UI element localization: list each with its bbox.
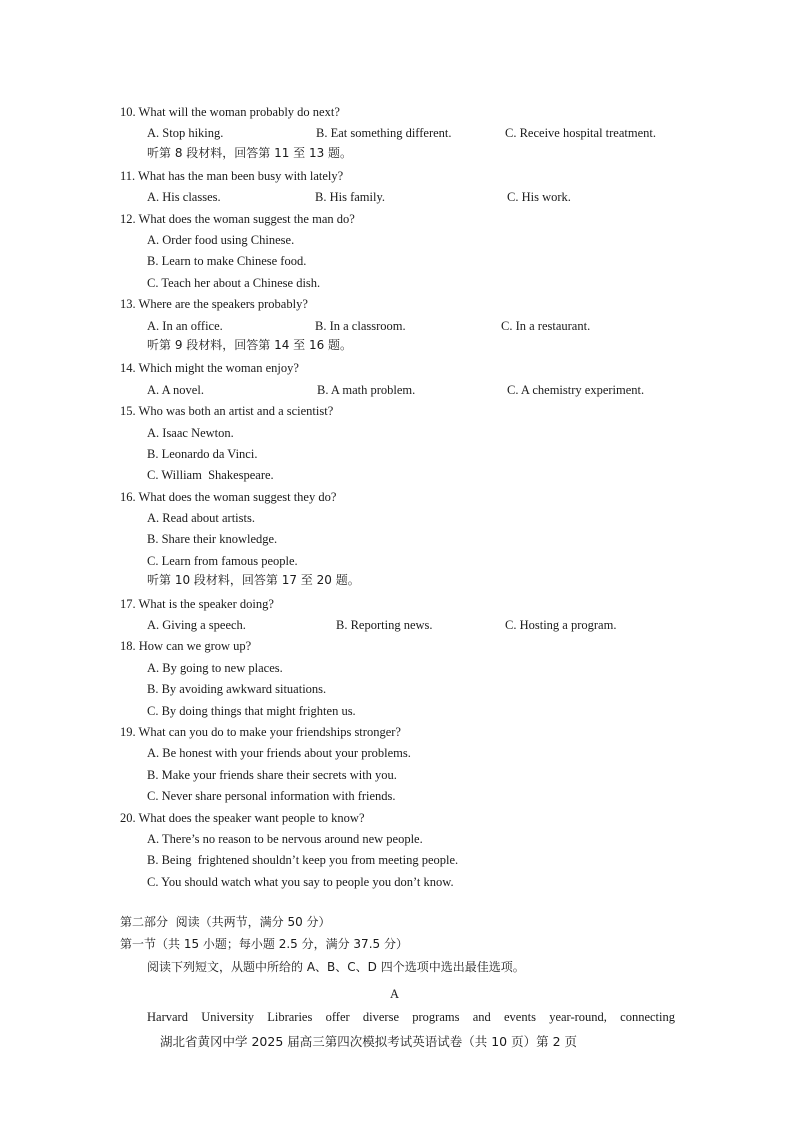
option-c: C. A chemistry experiment. (507, 383, 645, 397)
option-b: B. Reporting news. (336, 618, 433, 632)
question-stem: 13. Where are the speakers probably? (120, 297, 308, 311)
option-a: A. Giving a speech. (147, 618, 246, 632)
option-c: C. Learn from famous people. (147, 554, 298, 568)
question-stem: 10. What will the woman probably do next? (120, 105, 340, 119)
option-c: C. Receive hospital treatment. (505, 126, 656, 140)
option-a: A. Be honest with your friends about your problems. (147, 746, 411, 760)
option-b: B. Leonardo da Vinci. (147, 447, 258, 461)
option-b: B. His family. (315, 190, 386, 204)
option-c: C. You should watch what you say to people you don’t know. (147, 875, 454, 889)
option-b: B. Share their knowledge. (147, 532, 278, 546)
option-a: A. There’s no reason to be nervous around new people. (147, 832, 423, 846)
option-c: C. Teach her about a Chinese dish. (147, 276, 321, 290)
part-heading: 第二部分 阅读（共两节，满分 50 分） (120, 915, 331, 929)
section-instruction: 听第 8 段材料，回答第 11 至 13 题。 (147, 146, 353, 160)
option-a: A. Order food using Chinese. (147, 233, 295, 247)
option-b: B. Eat something different. (316, 126, 452, 140)
option-b: B. In a classroom. (315, 319, 406, 333)
option-a: A. In an office. (147, 319, 223, 333)
question-stem: 15. Who was both an artist and a scientist? (120, 404, 334, 418)
section-instruction: 听第 9 段材料，回答第 14 至 16 题。 (147, 338, 353, 352)
option-a: A. His classes. (147, 190, 221, 204)
section-heading: 第一节（共 15 小题；每小题 2.5 分，满分 37.5 分） (120, 937, 408, 951)
option-b: B. A math problem. (317, 383, 416, 397)
question-stem: 12. What does the woman suggest the man do? (120, 212, 355, 226)
passage-letter: A (390, 987, 400, 1001)
option-c: C. In a restaurant. (501, 319, 591, 333)
option-a: A. Isaac Newton. (147, 426, 234, 440)
question-stem: 14. Which might the woman enjoy? (120, 361, 299, 375)
option-b: B. By avoiding awkward situations. (147, 682, 327, 696)
question-stem: 17. What is the speaker doing? (120, 597, 274, 611)
option-b: B. Learn to make Chinese food. (147, 254, 307, 268)
option-c: C. William Shakespeare. (147, 468, 274, 482)
question-stem: 16. What does the woman suggest they do? (120, 490, 337, 504)
option-c: C. His work. (507, 190, 571, 204)
option-c: C. By doing things that might frighten us. (147, 704, 356, 718)
option-b: B. Make your friends share their secrets with you. (147, 768, 397, 782)
option-b: B. Being frightened shouldn’t keep you from meeting people. (147, 853, 459, 867)
passage-text: Harvard University Libraries offer diverse programs and events year-round, connecting (147, 1010, 675, 1024)
reading-instruction: 阅读下列短文，从题中所给的 A、B、C、D 四个选项中选出最佳选项。 (147, 960, 525, 974)
page-footer: 湖北省黄冈中学 2025 届高三第四次模拟考试英语试卷（共 10 页）第 2 页 (160, 1034, 578, 1049)
question-stem: 20. What does the speaker want people to know? (120, 811, 365, 825)
option-c: C. Never share personal information with friends. (147, 789, 396, 803)
question-stem: 18. How can we grow up? (120, 639, 252, 653)
option-a: A. A novel. (147, 383, 204, 397)
question-stem: 11. What has the man been busy with lately? (120, 169, 344, 183)
option-c: C. Hosting a program. (505, 618, 617, 632)
question-stem: 19. What can you do to make your friendships stronger? (120, 725, 401, 739)
section-instruction: 听第 10 段材料，回答第 17 至 20 题。 (147, 573, 360, 587)
option-a: A. Stop hiking. (147, 126, 224, 140)
option-a: A. Read about artists. (147, 511, 255, 525)
option-a: A. By going to new places. (147, 661, 283, 675)
